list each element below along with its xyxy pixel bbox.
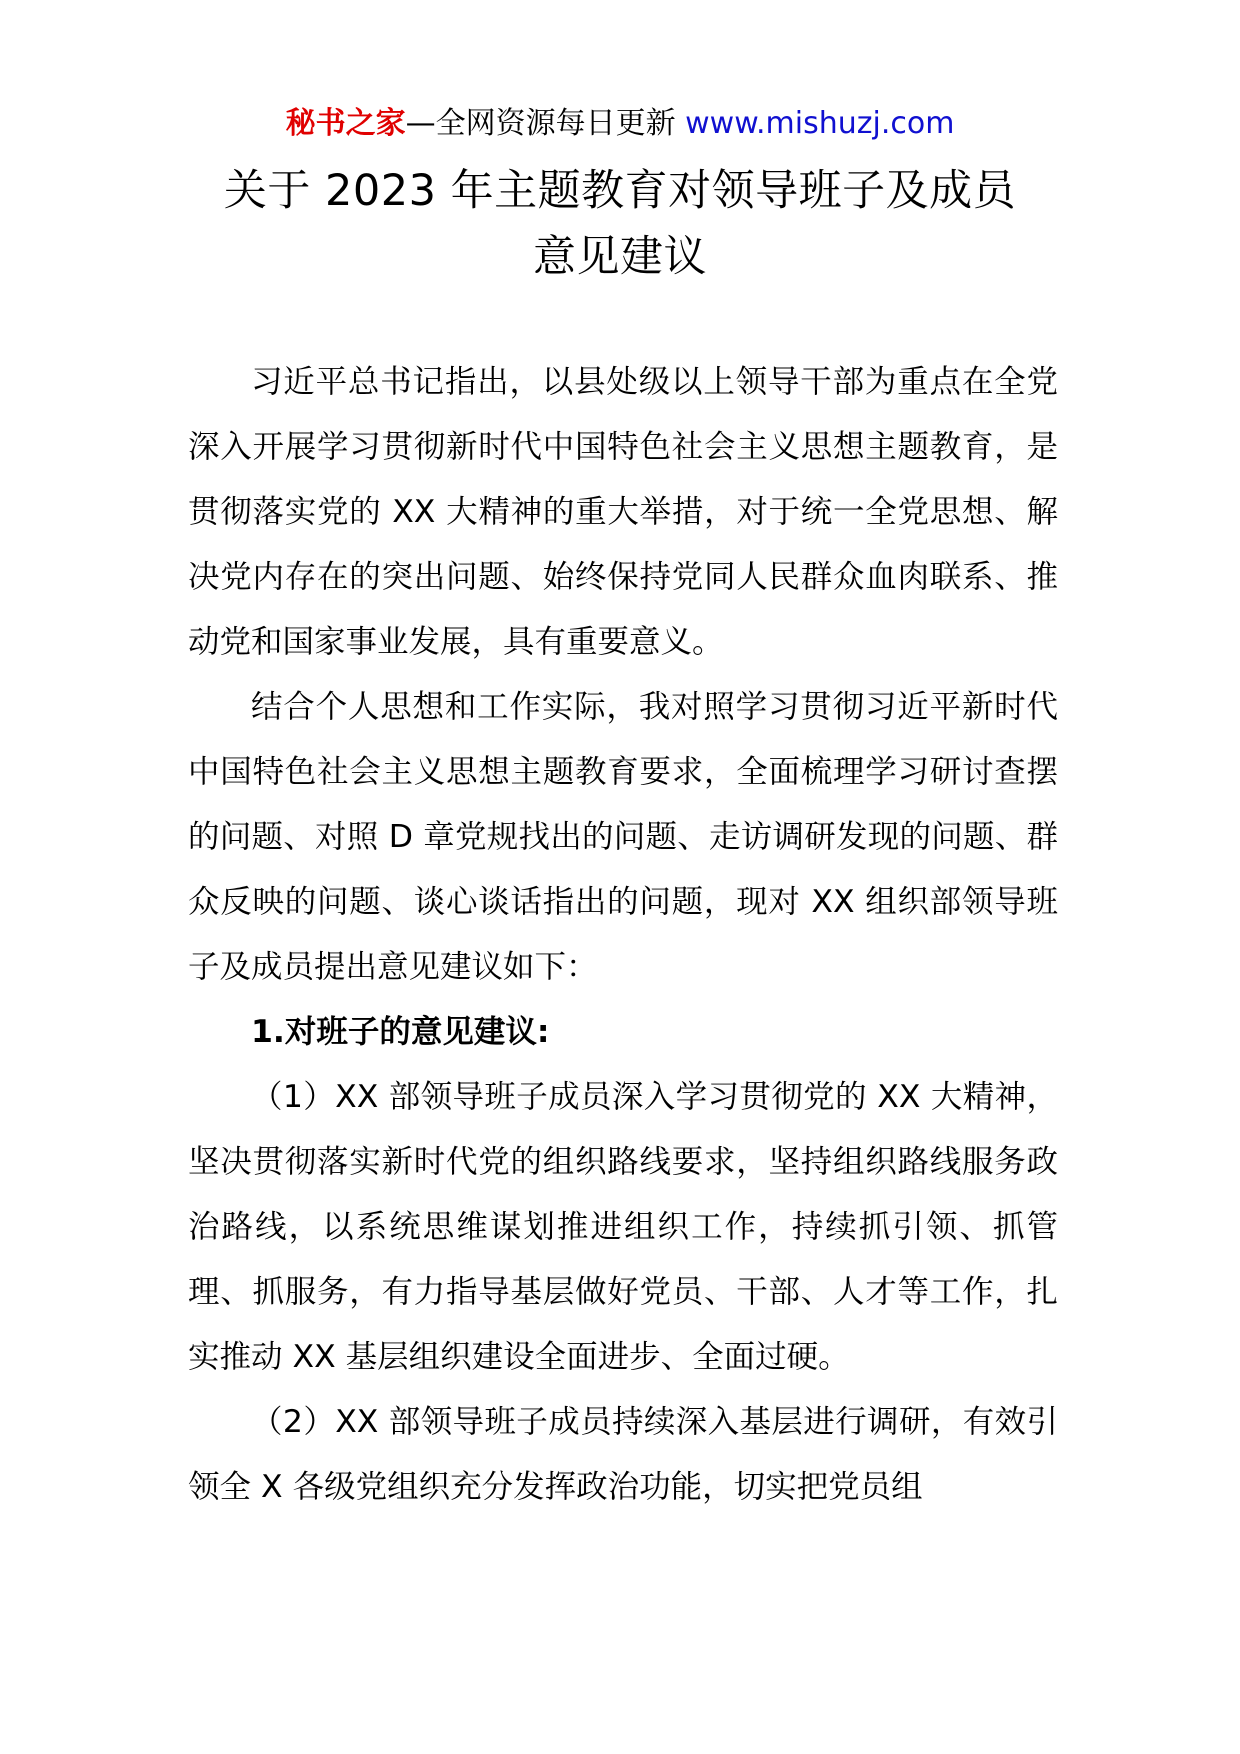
document-title-line-1: 关于 2023 年主题教育对领导班子及成员	[223, 166, 1017, 216]
header-brand: 秘书之家	[285, 106, 406, 141]
paragraph-item-1: （1）XX 部领导班子成员深入学习贯彻党的 XX 大精神，坚决贯彻落实新时代党的组织路线要求，坚持组织路线服务政治路线，以系统思维谋划推进组织工作，持续抓引领、抓管理、抓服务，有力指导基层做好党员、干部、人才等工作，扎实推动 XX 基层组织建设全面进步、全面过硬。	[188, 1079, 1058, 1375]
paragraph-context: 结合个人思想和工作实际，我对照学习贯彻习近平新时代中国特色社会主义思想主题教育要求，全面梳理学习研讨查摆的问题、对照 D 章党规找出的问题、走访调研发现的问题、群众反映的问题、谈心谈话指出的问题，现对 XX 组织部领导班子及成员提出意见建议如下：	[188, 689, 1058, 985]
paragraph-intro: 习近平总书记指出，以县处级以上领导干部为重点在全党深入开展学习贯彻新时代中国特色社会主义思想主题教育，是贯彻落实党的 XX 大精神的重大举措，对于统一全党思想、解决党内存在的突出问题、始终保持党同人民群众血肉联系、推动党和国家事业发展，具有重要意义。	[188, 364, 1058, 660]
document-title-line-2: 意见建议	[533, 232, 707, 282]
section-heading: 1.对班子的意见建议:	[251, 1014, 550, 1050]
document-body	[188, 350, 1058, 1520]
header-slogan: —全网资源每日更新	[405, 106, 686, 141]
paragraph-item-2: （2）XX 部领导班子成员持续深入基层进行调研，有效引领全 X 各级党组织充分发挥政治功能，切实把党员组	[188, 1404, 1058, 1505]
page-header	[0, 98, 1240, 150]
document-title	[120, 158, 1120, 290]
header-url-link[interactable]: www.mishuzj.com	[685, 106, 955, 141]
